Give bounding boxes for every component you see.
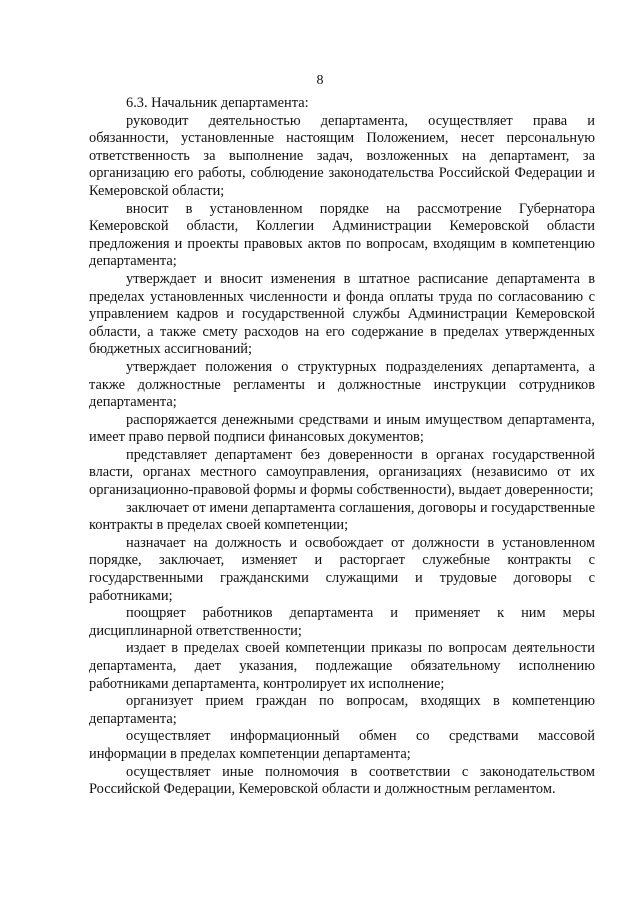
section-heading: 6.3. Начальник департамента:: [126, 95, 309, 111]
paragraph: вносит в установленном порядке на рассмотрение Губернатора Кемеровской области, Коллегии Администрации Кемеровской области предложения и проекты правовых актов по вопросам, входящим в компетенцию департамента;: [89, 200, 595, 270]
paragraph: осуществляет информационный обмен со средствами массовой информации в пределах компетенции департамента;: [89, 728, 595, 762]
paragraph: поощряет работников департамента и применяет к ним меры дисциплинарной ответственности;: [89, 605, 595, 639]
document-body: [89, 95, 595, 799]
paragraph: заключает от имени департамента соглашения, договоры и государственные контракты в пределах своей компетенции;: [89, 499, 595, 534]
paragraph: утверждает и вносит изменения в штатное расписание департамента в пределах установленных численности и фонда оплаты труда по согласованию с управлением кадров и государственной службы Администрации Кемеровской области, а также смету расходов на его содержание в пределах утвержденных бюджетных ассигнований;: [89, 270, 595, 358]
paragraph: представляет департамент без доверенности в органах государственной власти, органах местного самоуправления, организациях (независимо от их организационно-правовой формы и формы собственности), выдает доверенности;: [89, 446, 595, 499]
page-number: 8: [316, 73, 324, 88]
paragraph: осуществляет иные полномочия в соответствии с законодательством Российской Федерации, Кемеровской области и должностным регламентом.: [89, 763, 595, 798]
paragraph: распоряжается денежными средствами и иным имуществом департамента, имеет право первой подписи финансовых документов;: [89, 411, 595, 446]
paragraph: утверждает положения о структурных подразделениях департамента, а также должностные регламенты и должностные инструкции сотрудников департамента;: [89, 358, 595, 411]
paragraph: организует прием граждан по вопросам, входящих в компетенцию департамента;: [89, 693, 595, 727]
paragraph: назначает на должность и освобождает от должности в установленном порядке, заключает, изменяет и расторгает служебные контракты с государственными гражданскими служащими и трудовые договоры с работниками;: [89, 534, 595, 604]
paragraph: издает в пределах своей компетенции приказы по вопросам деятельности департамента, дает указания, подлежащие обязательному исполнению работниками департамента, контролирует их исполнение;: [89, 640, 595, 692]
paragraph: руководит деятельностью департамента, осуществляет права и обязанности, установленные настоящим Положением, несет персональную ответственность за выполнение задач, возложенных на департамент, за организацию его работы, соблюдение законодательства Российской Федерации и Кемеровской области;: [89, 112, 595, 199]
